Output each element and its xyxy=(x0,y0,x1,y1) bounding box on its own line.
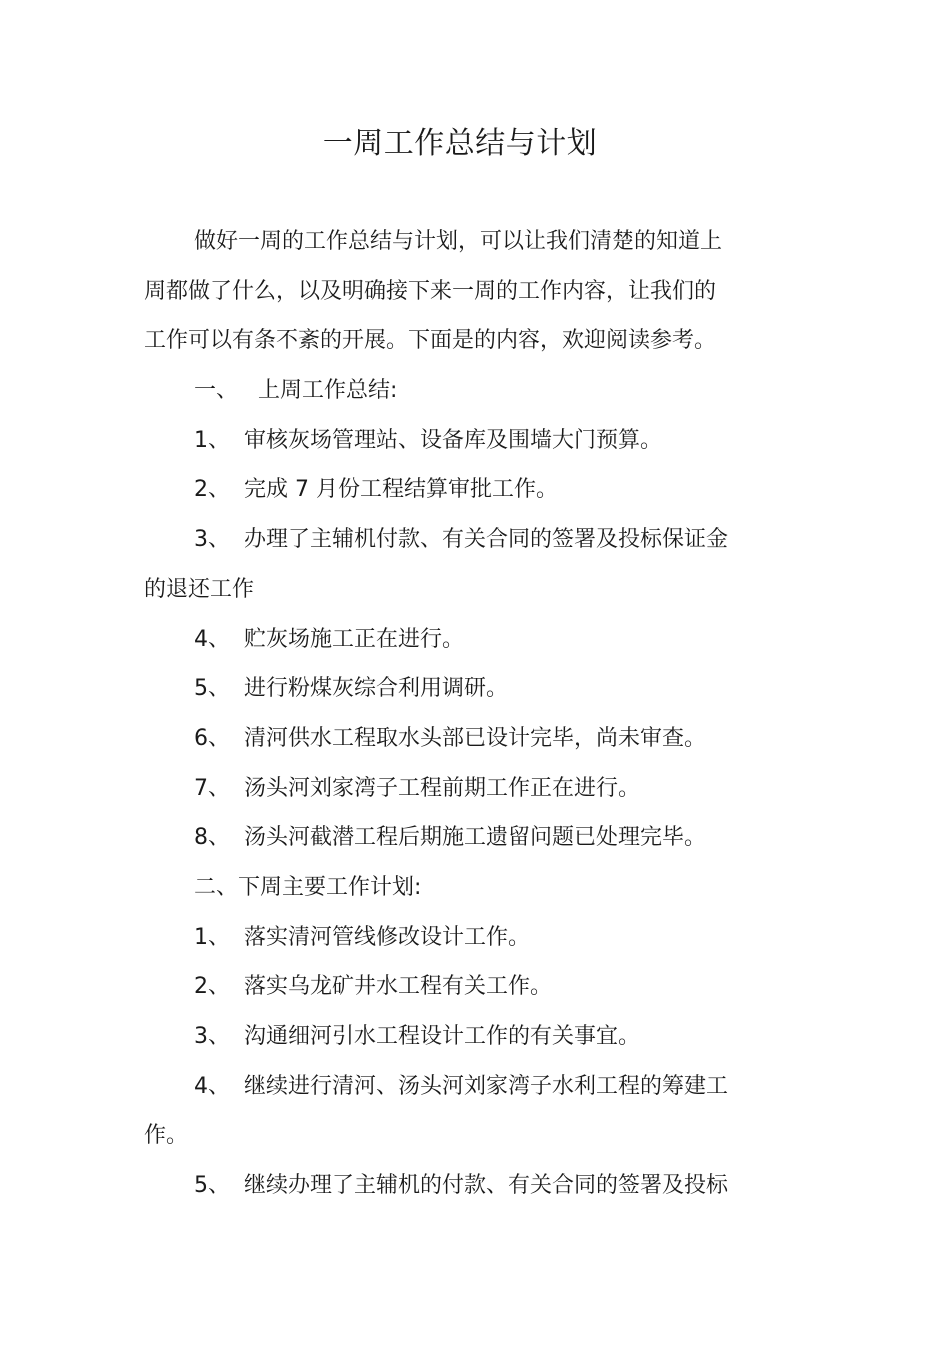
item-number: 5、 xyxy=(194,1173,230,1199)
summary-item-8 xyxy=(144,813,754,863)
item-number: 4、 xyxy=(194,626,230,652)
item-text: 汤头河刘家湾子工程前期工作正在进行。 xyxy=(244,775,641,801)
item-text: 审核灰场管理站、设备库及围墙大门预算。 xyxy=(244,427,663,453)
item-text: 沟通细河引水工程设计工作的有关事宜。 xyxy=(244,1024,641,1049)
section-1-heading xyxy=(144,366,754,416)
document-body xyxy=(144,217,754,1211)
intro-line-3: 工作可以有条不紊的开展。下面是的内容，欢迎阅读参考。 xyxy=(144,328,717,354)
summary-item-2 xyxy=(144,465,754,515)
intro-line-1: 做好一周的工作总结与计划，可以让我们清楚的知道上 xyxy=(194,229,723,254)
summary-item-3 xyxy=(144,515,754,565)
summary-item-4 xyxy=(144,615,754,665)
summary-item-3-continued: 的退还工作 xyxy=(144,576,255,602)
summary-item-7 xyxy=(144,764,754,814)
item-number: 1、 xyxy=(194,427,230,453)
item-number: 6、 xyxy=(194,725,230,751)
section-1-title: 上周工作总结: xyxy=(258,378,398,404)
item-text: 完成 7 月份工程结算审批工作。 xyxy=(244,477,558,503)
summary-item-6 xyxy=(144,714,754,764)
item-text: 落实乌龙矿井水工程有关工作。 xyxy=(244,974,553,1000)
plan-item-3 xyxy=(144,1012,754,1062)
item-text: 进行粉煤灰综合利用调研。 xyxy=(244,676,509,702)
item-text: 落实清河管线修改设计工作。 xyxy=(244,924,531,950)
item-text: 办理了主辅机付款、有关合同的签署及投标保证金 xyxy=(244,527,729,553)
section-1-number: 一、 xyxy=(194,378,239,404)
item-number: 3、 xyxy=(194,527,230,553)
item-number: 2、 xyxy=(194,477,230,503)
section-2-heading: 二、下周主要工作计划: xyxy=(194,874,422,900)
item-number: 7、 xyxy=(194,775,230,801)
item-number: 5、 xyxy=(194,676,230,702)
item-text: 继续进行清河、汤头河刘家湾子水利工程的筹建工 xyxy=(244,1073,729,1099)
summary-item-1 xyxy=(144,416,754,466)
item-text: 汤头河截潜工程后期施工遗留问题已处理完毕。 xyxy=(244,825,707,851)
plan-item-5 xyxy=(144,1161,754,1211)
summary-item-5 xyxy=(144,664,754,714)
item-text: 继续办理了主辅机的付款、有关合同的签署及投标 xyxy=(244,1173,729,1199)
plan-item-4-continued: 作。 xyxy=(144,1123,189,1149)
item-text: 清河供水工程取水头部已设计完毕，尚未审查。 xyxy=(244,725,707,751)
item-text: 贮灰场施工正在进行。 xyxy=(244,626,465,652)
plan-item-1 xyxy=(144,913,754,963)
item-number: 1、 xyxy=(194,924,230,950)
plan-item-2 xyxy=(144,962,754,1012)
item-number: 8、 xyxy=(194,825,230,851)
item-number: 3、 xyxy=(194,1024,230,1049)
intro-line-2: 周都做了什么，以及明确接下来一周的工作内容，让我们的 xyxy=(144,278,717,304)
item-number: 4、 xyxy=(194,1073,230,1099)
plan-item-4 xyxy=(144,1062,754,1112)
item-number: 2、 xyxy=(194,974,230,1000)
document-title: 一周工作总结与计划 xyxy=(322,126,598,161)
